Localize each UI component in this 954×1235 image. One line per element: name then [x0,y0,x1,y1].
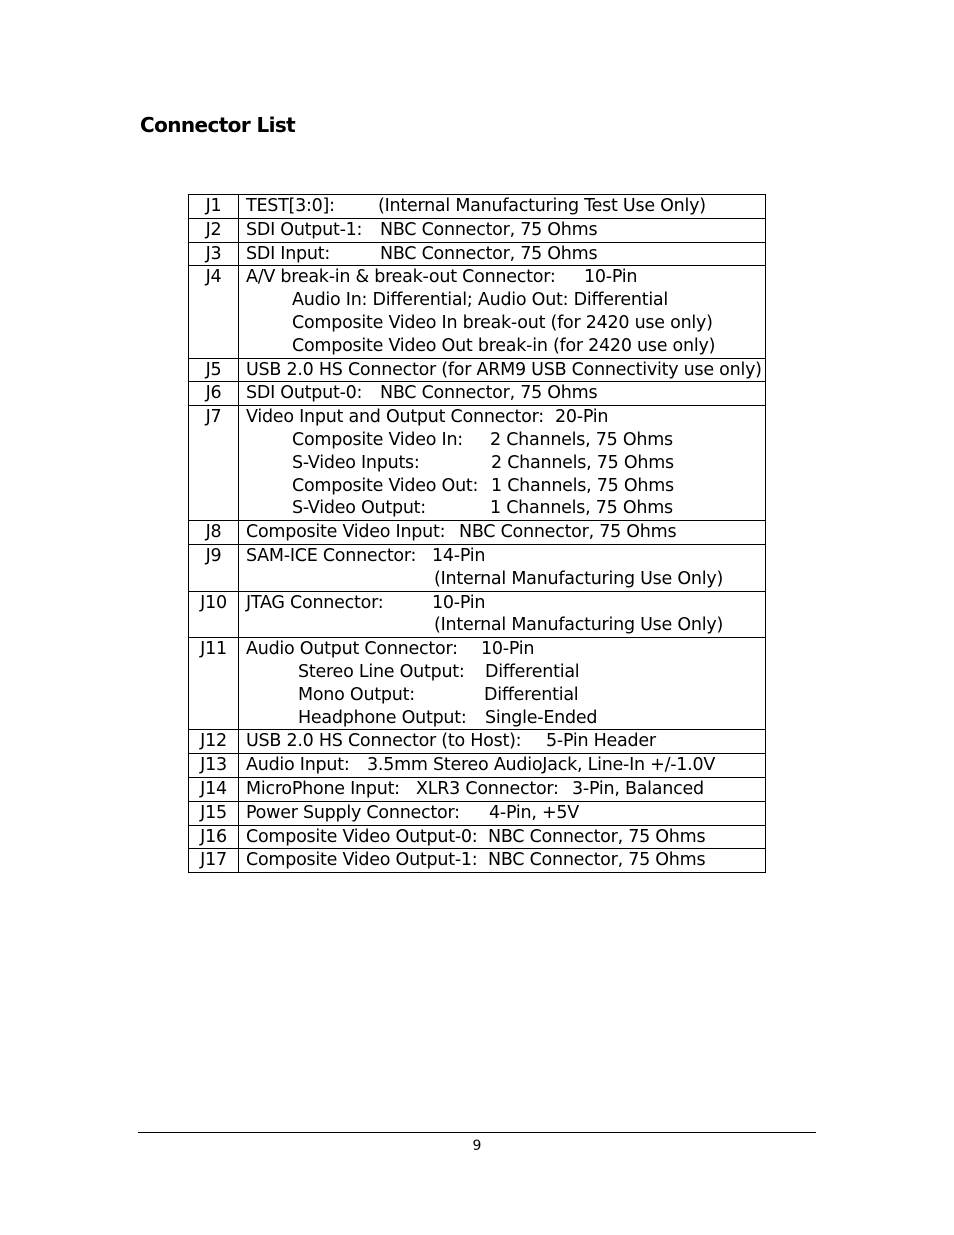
table-row [189,266,766,358]
connector-description [239,195,766,219]
table-row [189,218,766,242]
connector-description [239,638,766,730]
table-row [189,754,766,778]
description-line [246,475,765,498]
description-line [246,707,765,730]
connector-id: J4 [189,266,239,358]
connector-description [239,754,766,778]
connector-id: J1 [189,195,239,219]
description-text: USB 2.0 HS Connector (to Host): [246,731,522,752]
description-text: 10-Pin [481,639,535,660]
connector-description [239,242,766,266]
connector-description [239,521,766,545]
description-line [246,312,765,335]
connector-description [239,544,766,591]
description-text: Audio Input: [246,755,350,776]
table-row [189,358,766,382]
description-line [246,778,765,801]
description-text: NBC Connector, 75 Ohms [488,826,706,847]
table-row [189,242,766,266]
description-line [246,638,765,661]
table-row [189,801,766,825]
description-text: 3.5mm Stereo AudioJack, Line-In +/-1.0V [367,755,716,776]
description-text: (Internal Manufacturing Test Use Only) [378,196,706,216]
description-line [246,359,765,382]
description-text: Differential [485,661,580,682]
description-line [246,730,765,753]
description-text: Power Supply Connector: [246,802,460,823]
connector-id: J13 [189,754,239,778]
description-text: 10-Pin [584,267,638,288]
description-text: 5-Pin Header [546,731,656,752]
table-row [189,777,766,801]
description-line [246,452,765,475]
connector-id: J9 [189,544,239,591]
table-row [189,591,766,638]
connector-id: J11 [189,638,239,730]
description-line [246,382,765,405]
description-text: Mono Output: [298,684,415,705]
connector-id: J10 [189,591,239,638]
footer-divider [138,1132,816,1133]
connector-description [239,730,766,754]
description-text: Composite Video Output-1: [246,850,478,871]
description-text: JTAG Connector: [246,592,384,613]
description-line [246,754,765,777]
description-line [246,568,765,591]
description-line [246,545,765,568]
description-line [246,289,765,312]
connector-id: J17 [189,849,239,873]
connector-id: J8 [189,521,239,545]
connector-id: J12 [189,730,239,754]
description-line [246,335,765,358]
description-line [246,614,765,637]
table-row [189,544,766,591]
description-text: USB 2.0 HS Connector (for ARM9 USB Connectivity use only) [246,359,762,380]
page-number: 9 [472,1138,482,1154]
description-text: Composite Video In: [292,429,463,450]
description-text: Composite Video Out break-in (for 2420 use only) [292,335,716,356]
description-text: TEST[3:0]: [246,196,335,216]
description-line [246,802,765,825]
connector-table [188,194,766,873]
table-row [189,638,766,730]
description-text: Stereo Line Output: [298,661,465,682]
description-text: SDI Output-1: [246,219,363,240]
description-text: A/V break-in & break-out Connector: [246,267,556,288]
connector-description [239,218,766,242]
description-text: Composite Video Input: [246,522,446,543]
description-text: 1 Channels, 75 Ohms [491,475,674,496]
description-text: 4-Pin, +5V [489,802,579,823]
description-line [246,592,765,615]
page-title: Connector List [140,113,296,137]
description-text: Composite Video Out: [292,475,479,496]
description-text: Audio In: Differential; Audio Out: Differential [292,290,669,311]
description-text: MicroPhone Input: [246,778,400,799]
description-text: Single-Ended [485,707,598,728]
description-text: Differential [484,684,579,705]
description-text: 2 Channels, 75 Ohms [491,452,674,473]
description-line [246,219,765,242]
description-text: (Internal Manufacturing Use Only) [434,615,724,636]
connector-description [239,591,766,638]
table-row [189,849,766,873]
description-text: SAM-ICE Connector: [246,545,417,566]
connector-description [239,777,766,801]
description-text: (Internal Manufacturing Use Only) [434,568,724,589]
table-row [189,730,766,754]
description-line [246,826,765,849]
description-text: SDI Output-0: [246,383,363,404]
table-row [189,195,766,219]
table-row [189,521,766,545]
description-line [246,521,765,544]
table-row [189,825,766,849]
connector-description [239,266,766,358]
connector-description [239,382,766,406]
connector-id: J3 [189,242,239,266]
description-text: Audio Output Connector: [246,639,458,660]
connector-description [239,801,766,825]
description-text: NBC Connector, 75 Ohms [380,243,598,264]
description-text: 3-Pin, Balanced [572,778,704,799]
description-text: Composite Video In break-out (for 2420 use only) [292,312,713,333]
description-text: NBC Connector, 75 Ohms [380,383,598,404]
connector-id: J2 [189,218,239,242]
description-text: SDI Input: [246,243,331,264]
description-line [246,406,765,429]
description-text: 10-Pin [432,592,486,613]
connector-id: J16 [189,825,239,849]
description-line [246,195,765,218]
table-row [189,406,766,521]
description-line [246,849,765,872]
connector-description [239,849,766,873]
description-text: XLR3 Connector: [416,778,559,799]
description-text: 1 Channels, 75 Ohms [490,498,673,519]
connector-description [239,358,766,382]
description-text: Headphone Output: [298,707,467,728]
description-line [246,243,765,266]
connector-description [239,406,766,521]
description-text: S-Video Inputs: [292,452,420,473]
description-line [246,266,765,289]
connector-description [239,825,766,849]
connector-id: J14 [189,777,239,801]
table-row [189,382,766,406]
connector-id: J15 [189,801,239,825]
connector-id: J5 [189,358,239,382]
description-text: NBC Connector, 75 Ohms [459,522,677,543]
description-text: 14-Pin [432,545,486,566]
connector-id: J7 [189,406,239,521]
description-text: NBC Connector, 75 Ohms [488,850,706,871]
description-text: S-Video Output: [292,498,426,519]
description-line [246,429,765,452]
description-text: 2 Channels, 75 Ohms [490,429,673,450]
description-line [246,661,765,684]
description-text: NBC Connector, 75 Ohms [380,219,598,240]
description-text: 20-Pin [555,407,609,428]
description-text: Composite Video Output-0: [246,826,478,847]
connector-id: J6 [189,382,239,406]
description-line [246,497,765,520]
description-line [246,684,765,707]
description-text: Video Input and Output Connector: [246,407,544,428]
